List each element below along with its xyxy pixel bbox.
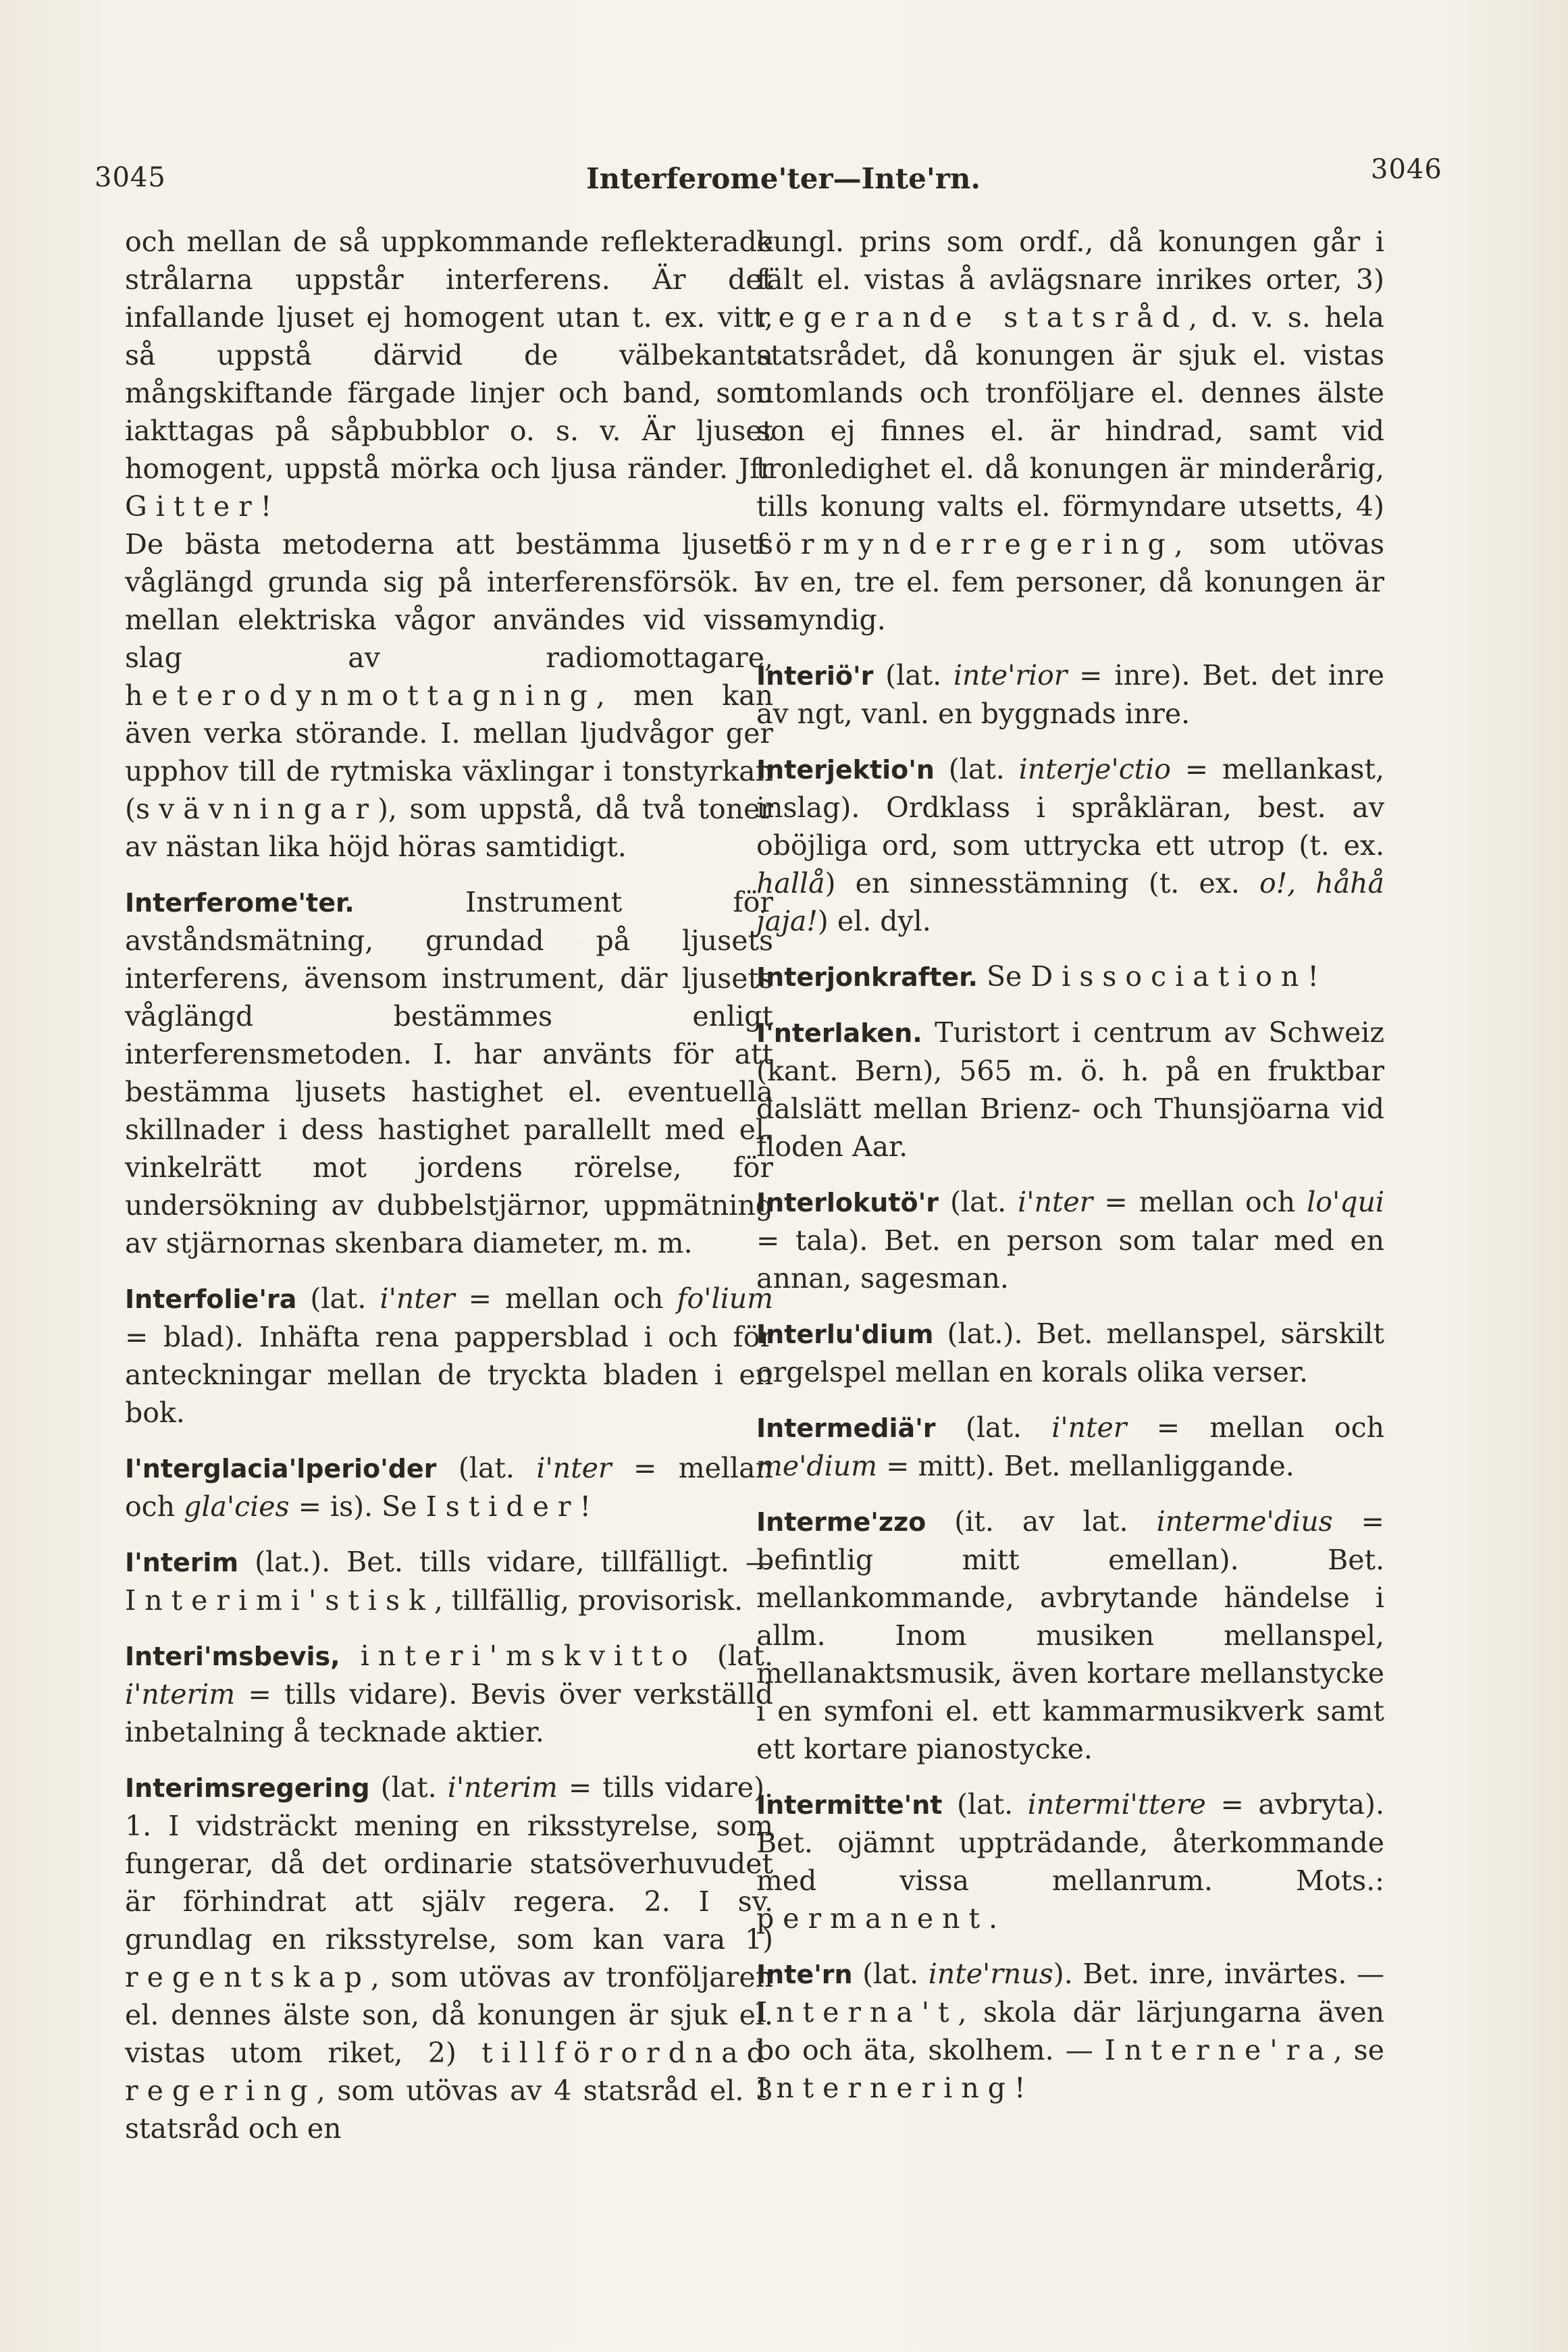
entry-headword: Interiö'r	[756, 661, 874, 691]
entry-interjektion	[756, 750, 1384, 940]
spaced-term: heterodynmottagning	[125, 679, 596, 712]
entry-text: , som utövas av en, tre el. fem personer, då konungen är omyndig.	[756, 528, 1384, 636]
entry-text: Instrument för avståndsmätning, grundad på ljusets interferens, ävensom instrument, där ljusets våglängd bestämmes enligt interferensmetoden. I. har använts för att bestämma ljusets hastighet el. eventuella skillnader i dess hastighet parallellt med el. vinkelrätt mot jordens rörelse, för undersökning av dubbelstjärnor, uppmätning av stjärnornas skenbara diameter, m. m.	[125, 886, 773, 1259]
entry-headword: Interfolie'ra	[125, 1284, 297, 1314]
entry-text: = mellankast, inslag). Ordklass i språkläran, best. av oböjliga ord, som uttrycka ett utrop (t. ex.	[756, 753, 1384, 862]
entry-text: = is). Se	[289, 1490, 426, 1523]
entry-text: (lat.	[369, 1771, 448, 1804]
entry-text: (lat.). Bet. tills vidare, tillfälligt. —	[238, 1546, 773, 1578]
entry-text: och mellan de så uppkommande reflekterade strålarna uppstår interferens. Är det infallande ljuset ej homogent utan t. ex. vitt, så uppstå därvid de välbekanta mångskiftande färgade linjer och band, som iakttagas på såpbubblor o. s. v. Är ljuset homogent, uppstå mörka och ljusa ränder. Jfr	[125, 226, 773, 485]
page-header	[0, 154, 1568, 194]
latin-term: interme'dius	[1156, 1505, 1333, 1538]
entry-text: , se	[1333, 2034, 1384, 2066]
page-number-right: 3046	[1371, 154, 1442, 185]
entry-text: , d. v. s. hela statsrådet, då konungen är sjuk el. vistas utomlands och tronföljare el. dennes älste son ej finnes el. är hindrad, samt vid tronledighet el. då konungen är minderårig, tills konung valts el. förmyndare utsetts, 4)	[756, 301, 1384, 523]
paragraph	[125, 223, 773, 525]
entry-headword: Interimsregering	[125, 1773, 370, 1803]
entry-headword: Inte'rn	[756, 1960, 853, 1989]
entry-text: (lat.	[696, 1640, 773, 1672]
entry-interlaken	[756, 1014, 1384, 1166]
latin-term: intermi'ttere	[1027, 1788, 1206, 1821]
entry-text: = mitt). Bet. mellanliggande.	[877, 1450, 1295, 1482]
latin-term: i'nter	[380, 1282, 455, 1315]
entry-text: = tills vidare). Bevis över verkställd inbetalning å tecknade aktier.	[125, 1678, 773, 1748]
latin-term: lo'qui	[1307, 1186, 1384, 1218]
entry-interimsregering-continued	[756, 223, 1384, 639]
spaced-reference: Internering	[756, 2072, 1014, 2104]
example-word: hallå	[756, 867, 825, 899]
entry-interjonkrafter	[756, 958, 1384, 996]
entry-interfoliera	[125, 1280, 773, 1432]
entry-headword: Interferome'ter.	[125, 888, 355, 918]
entry-intermezzo	[756, 1502, 1384, 1768]
entry-text: ), som uppstå, då två toner av nästan lika höjd höras samtidigt.	[125, 793, 773, 863]
entry-text: , skola där lärjungarna även bo och äta, skolhem. —	[756, 1996, 1384, 2066]
latin-term: i'nter	[1051, 1411, 1127, 1444]
entry-headword: Interlokutö'r	[756, 1188, 939, 1218]
latin-term: inte'rior	[953, 659, 1068, 691]
latin-term: i'nter	[1018, 1186, 1093, 1218]
entry-interludium	[756, 1315, 1384, 1391]
entry-headword: I'nterglacia'lperio'der	[125, 1454, 437, 1484]
entry-text: !	[1014, 2072, 1026, 2104]
entry-text: !	[260, 490, 272, 523]
entry-text: = mellan och	[1093, 1186, 1307, 1218]
right-column	[756, 223, 1384, 2124]
entry-text	[340, 1640, 361, 1672]
entry-text: (lat.	[436, 1452, 537, 1484]
entry-text: = tala). Bet. en person som talar med en annan, sagesman.	[756, 1224, 1384, 1295]
entry-text: Se	[977, 960, 1031, 993]
entry-text: ). Bet. inre, invärtes. —	[1053, 1958, 1384, 1990]
entry-text: (lat.	[852, 1958, 929, 1990]
entry-intern	[756, 1955, 1384, 2107]
entry-text: (lat.	[873, 659, 953, 691]
spaced-term: svävningar	[136, 793, 378, 825]
entry-text: .	[988, 1902, 998, 1935]
entry-text: = mellan och	[1126, 1411, 1384, 1444]
spaced-reference: Istider	[425, 1490, 580, 1523]
entry-text: (lat.	[938, 1186, 1018, 1218]
entry-text: (lat.	[296, 1282, 380, 1315]
entry-text: = blad). Inhäfta rena pappersblad i och för anteckningar mellan de tryckta bladen i en bok.	[125, 1321, 773, 1429]
running-title: Interferome'ter—Inte'rn.	[585, 162, 981, 195]
entry-text: = befintlig mitt emellan). Bet. mellankommande, avbrytande händelse i allm. Inom musiken mellanspel, mellanaktsmusik, även kortare mellanstycke i en symfoni el. ett kammarmusikverk samt ett kortare pianostycke.	[756, 1505, 1385, 1765]
spaced-term: tillförordnad regering	[125, 2037, 773, 2107]
latin-term: i'nter	[536, 1452, 612, 1484]
entry-text: (lat.	[934, 753, 1019, 785]
entry-text: (lat.	[942, 1788, 1028, 1821]
entry-headword: Intermitte'nt	[756, 1790, 943, 1820]
entry-interim	[125, 1543, 773, 1619]
entry-interior	[756, 656, 1384, 733]
entry-headword: I'nterim	[125, 1548, 239, 1577]
entry-interferens-continued	[125, 223, 773, 866]
entry-headword: I'nterlaken.	[756, 1018, 922, 1048]
left-column	[125, 223, 773, 2165]
entry-text: = mellan och	[125, 1452, 773, 1523]
entry-text: = mellan och	[454, 1282, 677, 1315]
paragraph	[125, 525, 773, 866]
entry-text: !	[1307, 960, 1319, 993]
entry-text: , tillfällig, provisorisk.	[434, 1584, 743, 1617]
latin-term: i'nterim	[125, 1678, 236, 1710]
latin-term: me'dium	[756, 1450, 878, 1482]
entry-text: De bästa metoderna att bestämma ljusets våglängd grunda sig på interferensförsök. I. mellan elektriska vågor användes vid vissa slag av radiomottagare,	[125, 528, 773, 674]
entry-text: ) el. dyl.	[817, 905, 931, 937]
entry-text: (it. av lat.	[926, 1505, 1157, 1538]
entry-interimsregering	[125, 1769, 773, 2147]
entry-text: (lat.	[935, 1411, 1052, 1444]
spaced-term: regentskap	[125, 1961, 371, 1993]
entry-headword: Interlu'dium	[756, 1319, 934, 1349]
entry-interglacialperioder	[125, 1449, 773, 1525]
entry-headword: Interi'msbevis,	[125, 1642, 340, 1671]
spaced-term: permanent	[756, 1902, 989, 1935]
spaced-term: Interimi'stisk	[125, 1584, 434, 1617]
entry-text: (lat.). Bet. mellanspel, särskilt orgelspel mellan en korals olika verser.	[756, 1317, 1384, 1388]
entry-text: Turistort i centrum av Schweiz (kant. Bern), 565 m. ö. h. på en fruktbar dalslätt mellan Brienz- och Thunsjöarna vid floden Aar.	[756, 1016, 1384, 1163]
spaced-term: Interna't	[756, 1996, 958, 2029]
latin-term: gla'cies	[184, 1490, 290, 1523]
entry-headword: Interme'zzo	[756, 1507, 926, 1537]
latin-term: inte'rnus	[928, 1958, 1053, 1990]
latin-term: fo'lium	[677, 1282, 773, 1315]
example-word: o!, håhå jaja!	[756, 867, 1384, 937]
spaced-term: regerande statsråd	[756, 301, 1189, 334]
entry-headword: Intermediä'r	[756, 1413, 936, 1443]
spaced-reference: Gitter	[125, 490, 261, 523]
entry-headword: Interjektio'n	[756, 755, 935, 785]
spaced-term: förmynderregering	[756, 528, 1174, 560]
entry-interferometer	[125, 883, 773, 1262]
entry-text: , som utövas av 4 statsråd el. 3 statsråd och en	[125, 2074, 773, 2145]
entry-text: , men kan även verka störande. I. mellan ljudvågor ger upphov till de rytmiska växlingar i tonstyrkan (	[125, 679, 773, 825]
entry-text: = avbryta). Bet. ojämnt uppträdande, återkommande med vissa mellanrum. Mots.:	[756, 1788, 1384, 1897]
latin-term: i'nterim	[447, 1771, 558, 1804]
entry-intermediar	[756, 1409, 1384, 1485]
spaced-term: interi'mskvitto	[360, 1640, 697, 1672]
entry-headword: Interjonkrafter.	[756, 962, 978, 992]
entry-interimsbevis	[125, 1637, 773, 1751]
entry-text: = tills vidare). 1. I vidsträckt mening en riksstyrelse, som fungerar, då det ordinarie statsöverhuvudet är förhindrat att själv regera. 2. I sv. grundlag en riksstyrelse, som kan vara 1)	[125, 1771, 773, 1956]
entry-text: ) en sinnesstämning (t. ex.	[825, 867, 1259, 899]
latin-term: interje'ctio	[1018, 753, 1171, 785]
spaced-term: Interne'ra	[1104, 2034, 1334, 2066]
entry-interlokutor	[756, 1183, 1384, 1297]
spaced-reference: Dissociation	[1030, 960, 1308, 993]
entry-text: , som utövas av tronföljaren el. dennes älste son, då konungen är sjuk el. vistas utom riket, 2)	[125, 1961, 773, 2069]
page-number-left: 3045	[95, 162, 166, 193]
entry-intermittent	[756, 1785, 1384, 1937]
entry-text: !	[579, 1490, 591, 1523]
entry-text: kungl. prins som ordf., då konungen går i fält el. vistas å avlägsnare inrikes orter, 3)	[756, 226, 1384, 296]
entry-text: = inre). Bet. det inre av ngt, vanl. en byggnads inre.	[756, 659, 1384, 730]
